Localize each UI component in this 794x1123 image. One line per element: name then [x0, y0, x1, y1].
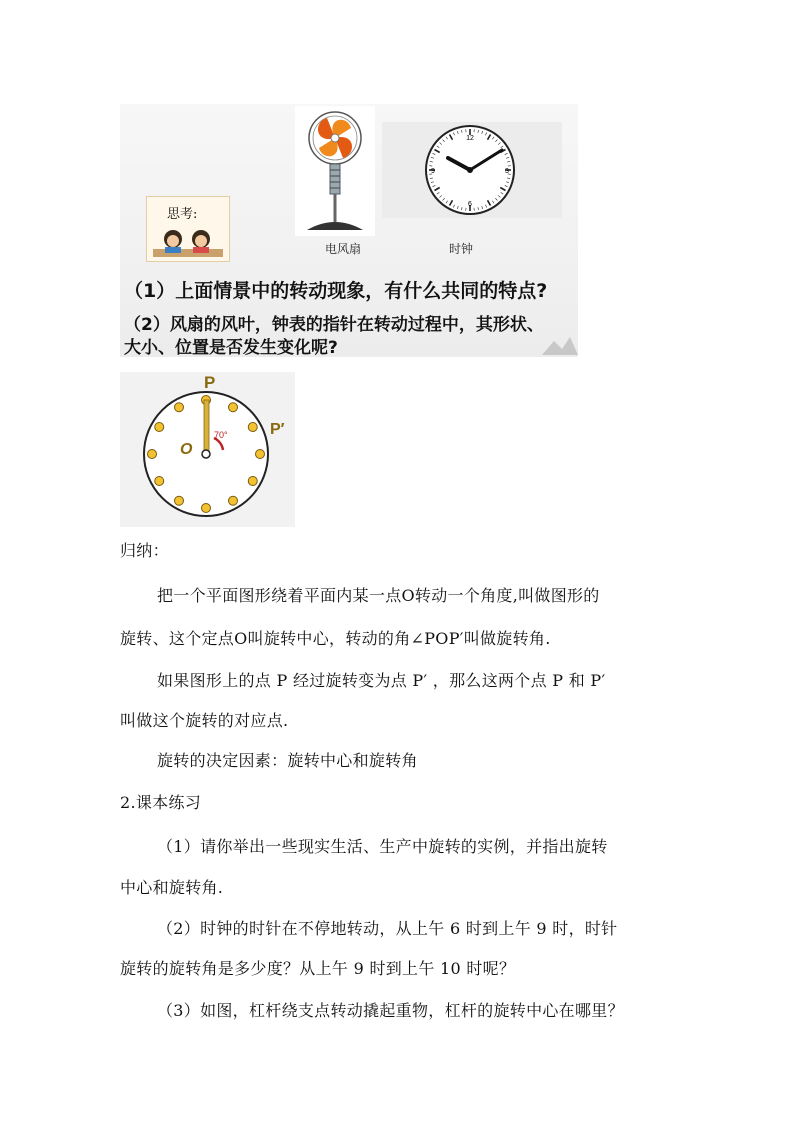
paragraph-2-line-1: 如果图形上的点 P 经过旋转变为点 P′ ，那么这两个点 P 和 P′ — [157, 671, 606, 690]
label-P-prime: P′ — [270, 421, 285, 438]
exercise-2-line-2: 旋转的旋转角是多少度？从上午 9 时到上午 10 时呢？ — [120, 959, 516, 978]
clock-number-12: 12 — [466, 135, 474, 142]
rotation-figure — [120, 372, 295, 527]
children-reading-icon — [151, 225, 225, 259]
question-1: （1）上面情景中的转动现象，有什么共同的特点? — [124, 280, 548, 302]
slide-image — [120, 104, 578, 357]
exercise-1-line-2: 中心和旋转角. — [120, 878, 224, 897]
pointer-OP — [204, 400, 209, 454]
paragraph-2-line-2: 叫做这个旋转的对应点. — [120, 711, 289, 730]
rotation-diagram — [120, 372, 295, 527]
exercise-2-line-1: （2）时钟的时针在不停地转动，从上午 6 时到上午 9 时，时针 — [157, 919, 618, 938]
hour-dot — [229, 403, 238, 412]
question-2-line-2: 大小、位置是否发生变化呢? — [124, 338, 338, 357]
hour-dot — [202, 504, 211, 513]
electric-fan-illustration — [295, 106, 375, 236]
hour-dot — [229, 496, 238, 505]
clock-illustration — [382, 122, 562, 218]
clock-caption: 时钟 — [449, 242, 474, 256]
think-label: 思考: — [167, 207, 198, 222]
exercise-3: （3）如图，杠杆绕支点转动撬起重物，杠杆的旋转中心在哪里？ — [157, 1001, 624, 1020]
hour-dot — [175, 496, 184, 505]
hour-dot — [148, 450, 157, 459]
paragraph-1-line-2: 旋转、这个定点O叫旋转中心，转动的角∠POP′叫做旋转角. — [120, 629, 551, 648]
exercise-1-line-1: （1）请你举出一些现实生活、生产中旋转的实例，并指出旋转 — [157, 837, 608, 856]
mountain-decoration-icon — [540, 329, 578, 357]
label-P: P — [204, 373, 216, 392]
think-illustration — [146, 196, 230, 262]
clock-number-9: 9 — [431, 168, 435, 175]
section-2-heading: 2.课本练习 — [120, 793, 202, 812]
summary-heading: 归纳： — [120, 541, 169, 560]
label-O: O — [180, 441, 193, 458]
clock-number-3: 3 — [505, 168, 509, 175]
center-point-O — [202, 450, 210, 458]
question-2-line-1: （2）风扇的风叶，钟表的指针在转动过程中，其形状、 — [124, 315, 544, 335]
hour-dot — [155, 477, 164, 486]
paragraph-1-line-1: 把一个平面图形绕着平面内某一点O转动一个角度,叫做图形的 — [157, 586, 600, 605]
paragraph-3: 旋转的决定因素：旋转中心和旋转角 — [157, 751, 418, 770]
fan-caption: 电风扇 — [325, 242, 362, 256]
hour-dot — [256, 450, 265, 459]
hour-dot — [175, 403, 184, 412]
hour-dot — [248, 477, 257, 486]
angle-label: 70° — [214, 430, 228, 440]
hour-dot — [248, 423, 257, 432]
hour-dot — [155, 423, 164, 432]
clock-number-6: 6 — [468, 201, 472, 208]
